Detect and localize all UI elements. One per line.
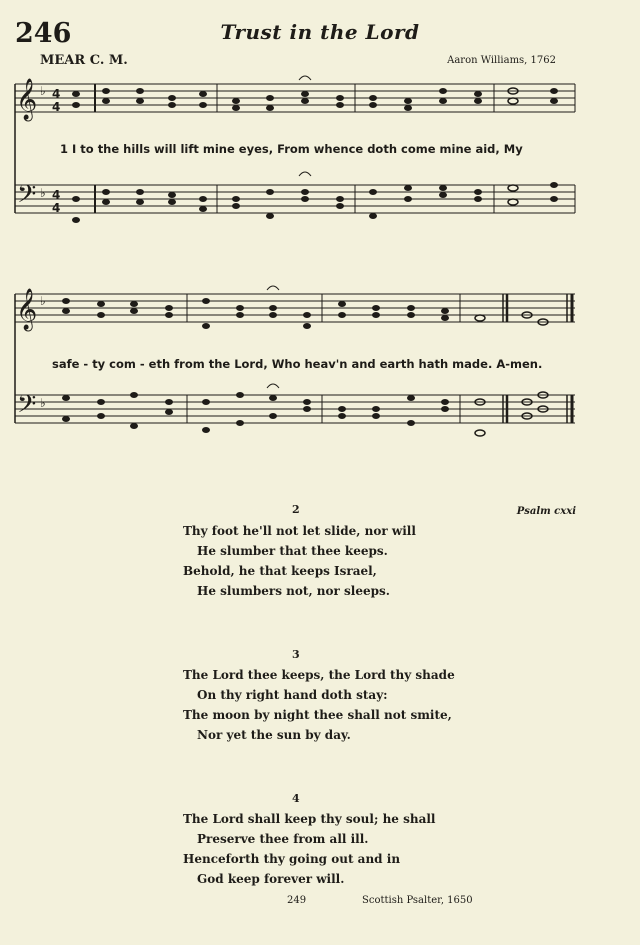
verse-number: 3 <box>292 648 300 661</box>
bass-notes-1 <box>72 182 558 223</box>
svg-text:♭: ♭ <box>40 186 46 200</box>
verse-number: 4 <box>292 792 300 805</box>
verse-line: The Lord shall keep thy soul; he shall <box>183 812 436 826</box>
svg-text:4: 4 <box>52 188 61 202</box>
verse-3 <box>183 665 455 745</box>
svg-text:♭: ♭ <box>40 396 46 410</box>
verse-line: Thy foot he'll not let slide, nor will <box>183 524 416 538</box>
bass-notes-2 <box>62 392 548 436</box>
svg-text:♭: ♭ <box>40 84 46 98</box>
page-number: 249 <box>287 895 307 906</box>
psalm-reference: Psalm cxxi <box>516 506 576 517</box>
verse-line: Henceforth thy going out and in <box>183 852 401 866</box>
verse-line: Nor yet the sun by day. <box>197 728 351 742</box>
verse-line: God keep forever will. <box>197 872 345 886</box>
treble-staff-2 <box>15 294 575 322</box>
verse-line: He slumber that thee keeps. <box>197 544 388 558</box>
verse-line: The moon by night thee shall not smite, <box>183 708 452 722</box>
verse-line: The Lord thee keeps, the Lord thy shade <box>183 668 455 682</box>
svg-text:4: 4 <box>52 201 61 215</box>
svg-text:𝄢: 𝄢 <box>17 390 37 425</box>
svg-text:♭: ♭ <box>40 294 46 308</box>
bass-clef: 𝄢 <box>17 180 37 215</box>
svg-text:4: 4 <box>52 100 61 114</box>
lyrics-line-2: safe - ty com - eth from the Lord, Who heav'n and earth hath made. A-men. <box>52 357 543 371</box>
svg-text:4: 4 <box>52 87 61 101</box>
svg-text:𝄞: 𝄞 <box>16 289 38 330</box>
verse-line: He slumbers not, nor sleeps. <box>197 584 390 598</box>
bass-staff-1 <box>15 185 575 213</box>
verse-2 <box>183 521 416 601</box>
verse-line: Behold, he that keeps Israel, <box>183 564 377 578</box>
text-source: Scottish Psalter, 1650 <box>362 895 473 906</box>
treble-clef: 𝄞 <box>16 79 38 120</box>
composer: Aaron Williams, 1762 <box>447 55 556 66</box>
verse-line: Preserve thee from all ill. <box>197 832 369 846</box>
verse-4 <box>183 809 435 889</box>
verse-number: 2 <box>292 503 300 516</box>
treble-staff-1 <box>15 84 575 112</box>
verse-line: On thy right hand doth stay: <box>197 688 388 702</box>
treble-notes-2 <box>62 298 548 329</box>
lyrics-line-1: 1 I to the hills will lift mine eyes, From whence doth come mine aid, My <box>60 142 523 156</box>
bass-staff-2 <box>15 395 575 423</box>
hymn-number: 246 <box>15 18 72 49</box>
tune-name: MEAR C. M. <box>40 53 128 68</box>
hymn-title: Trust in the Lord <box>220 20 420 44</box>
